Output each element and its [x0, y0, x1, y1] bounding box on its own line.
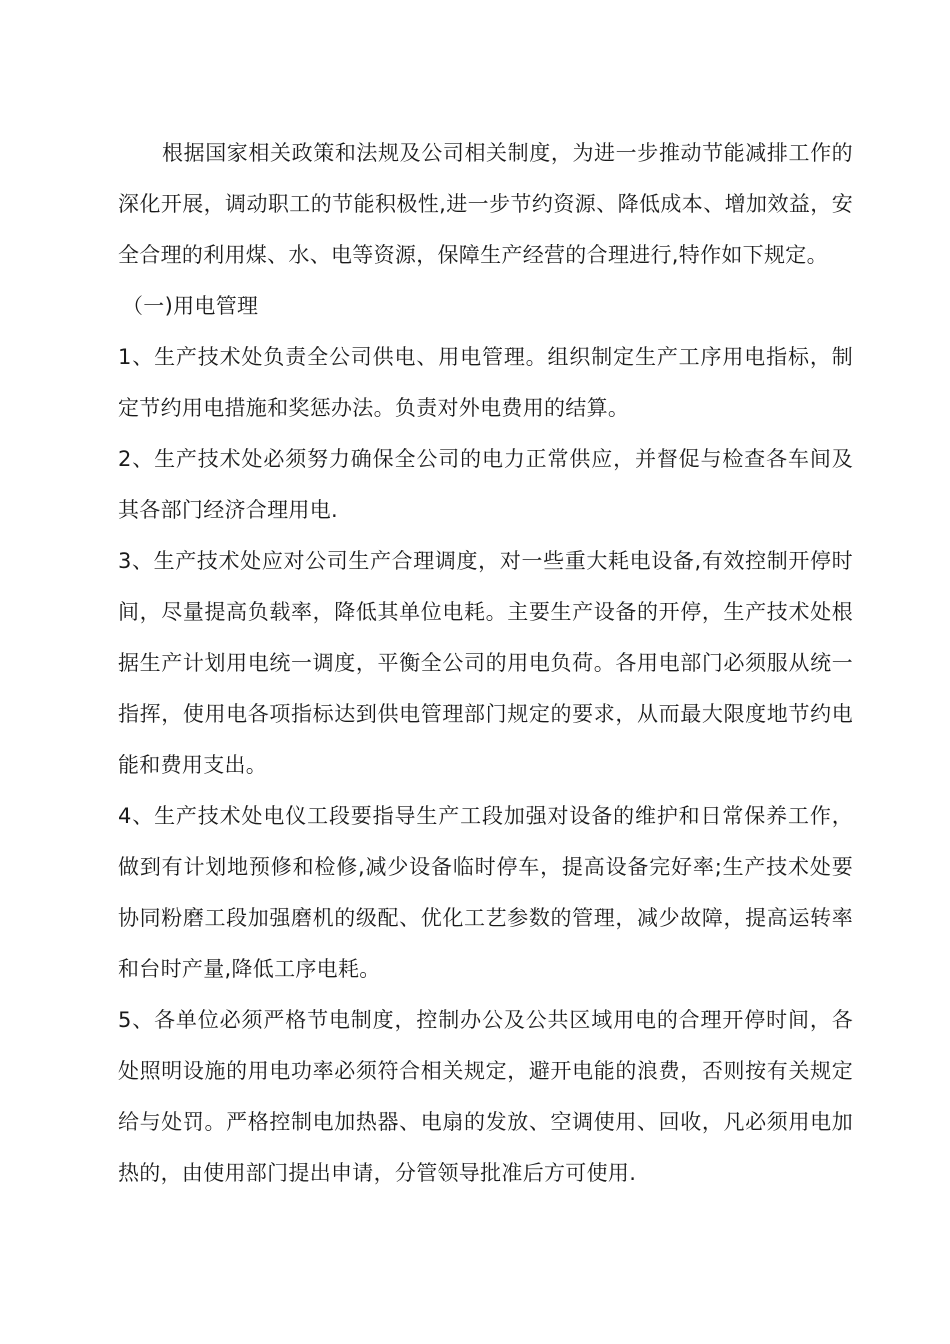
section-heading: （一)用电管理	[122, 294, 259, 318]
clause-4: 4、生产技术处电仪工段要指导生产工段加强对设备的维护和日常保养工作，做到有计划地预修和检修,减少设备临时停车，提高设备完好率;生产技术处要协同粉磨工段加强磨机的级配、优化工艺参数的管理，减少故障，提高运转率和台时产量,降低工序电耗。	[118, 804, 853, 981]
intro-paragraph: 根据国家相关政策和法规及公司相关制度，为进一步推动节能减排工作的深化开展，调动职工的节能积极性,进一步节约资源、降低成本、增加效益，安全合理的利用煤、水、电等资源，保障生产经营的合理进行,特作如下规定。	[118, 141, 853, 267]
document-body	[118, 128, 853, 1199]
clause-1: 1、生产技术处负责全公司供电、用电管理。组织制定生产工序用电指标，制定节约用电措施和奖惩办法。负责对外电费用的结算。	[118, 345, 853, 420]
clause-2: 2、生产技术处必须努力确保全公司的电力正常供应，并督促与检查各车间及其各部门经济合理用电.	[118, 447, 853, 522]
clause-3: 3、生产技术处应对公司生产合理调度，对一些重大耗电设备,有效控制开停时间，尽量提高负载率，降低其单位电耗。主要生产设备的开停，生产技术处根据生产计划用电统一调度，平衡全公司的用电负荷。各用电部门必须服从统一指挥，使用电各项指标达到供电管理部门规定的要求，从而最大限度地节约电能和费用支出。	[118, 549, 853, 777]
clause-5: 5、各单位必须严格节电制度，控制办公及公共区域用电的合理开停时间，各处照明设施的用电功率必须符合相关规定，避开电能的浪费，否则按有关规定给与处罚。严格控制电加热器、电扇的发放、空调使用、回收，凡必须用电加热的，由使用部门提出申请，分管领导批准后方可使用.	[118, 1008, 853, 1185]
